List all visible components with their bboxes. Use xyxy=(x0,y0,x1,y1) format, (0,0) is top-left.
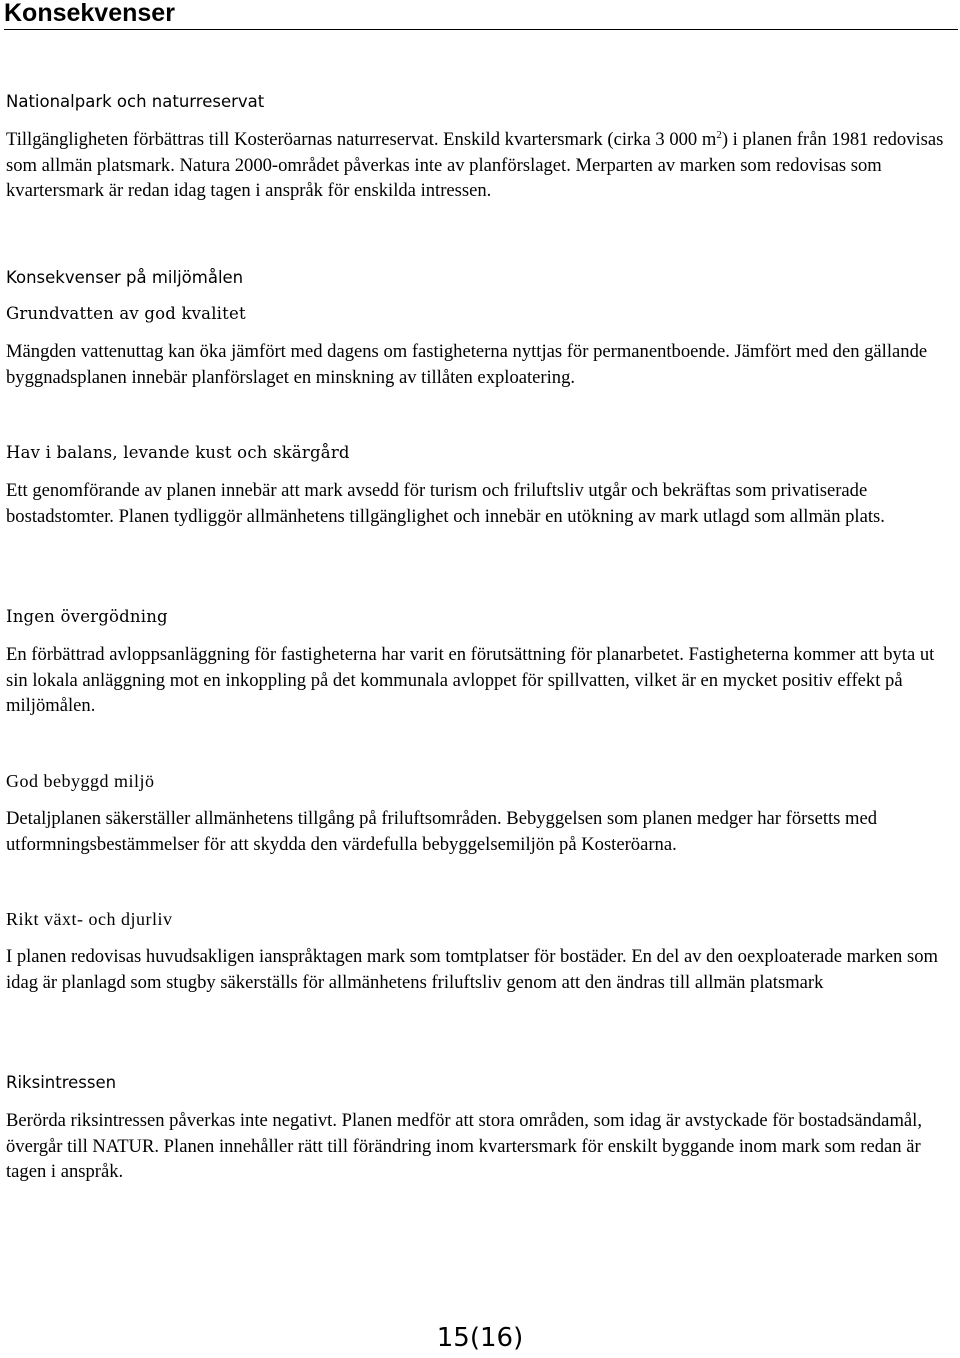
paragraph-rikt-vaxt-djurliv: I planen redovisas huvudsakligen ianspråktagen mark som tomtplatser för bostäder. En del av den oexploaterade marken som idag är planlagd som stugby säkerställs för allmänhetens friluftsliv genom att den ändras till allmän platsmark xyxy=(6,946,938,993)
paragraph-riksintressen: Berörda riksintressen påverkas inte negativt. Planen medför att stora områden, som idag är avstyckade för bostadsändamål, övergår till NATUR. Planen innehåller rätt till förändring inom kvartersmark för enskilt byggande inom mark som redan är tagen i anspråk. xyxy=(6,1110,922,1182)
paragraph-nationalpark-part2: ) i planen från 1981 redovisas som allmän platsmark. Natura 2000-området påverkas inte av planförslaget. Merparten av marken som redovisas som kvartersmark är redan idag tagen i anspråk för enskilda intressen. xyxy=(6,129,944,201)
heading-miljomal: Konsekvenser på miljömålen xyxy=(6,268,244,287)
heading-hav-i-balans: Hav i balans, levande kust och skärgård xyxy=(6,443,350,462)
page-title: Konsekvenser xyxy=(4,0,175,27)
title-divider xyxy=(4,29,958,30)
paragraph-ingen-overgodning: En förbättrad avloppsanläggning för fastigheterna har varit en förutsättning för planarbetet. Fastigheterna kommer att byta ut sin lokala anläggning mot en inkoppling på det kommunala avloppet för spillvatten, vilket är en mycket positiv effekt på miljömålen. xyxy=(6,644,935,716)
paragraph-nationalpark-part1: Tillgängligheten förbättras till Kosteröarnas naturreservat. Enskild kvartersmark (cirka 3 000 m xyxy=(6,129,717,150)
heading-rikt-vaxt-djurliv: Rikt växt- och djurliv xyxy=(6,909,173,929)
heading-grundvatten: Grundvatten av god kvalitet xyxy=(6,304,246,323)
superscript-exponent: 2 xyxy=(716,128,722,141)
paragraph-nationalpark xyxy=(6,127,956,204)
paragraph-god-bebyggd-miljo: Detaljplanen säkerställer allmänhetens tillgång på friluftsområden. Bebyggelsen som planen medger har försetts med utformningsbestämmelser för att skydda den värdefulla bebyggelsemiljön på Kosteröarna. xyxy=(6,808,878,855)
heading-god-bebyggd-miljo: God bebyggd miljö xyxy=(6,771,155,791)
heading-ingen-overgodning: Ingen övergödning xyxy=(6,607,168,626)
paragraph-hav-i-balans: Ett genomförande av planen innebär att mark avsedd för turism och friluftsliv utgår och bekräftas som privatiserade bostadstomter. Planen tydliggör allmänhetens tillgänglighet och innebär en utökning av mark utlagd som allmän plats. xyxy=(6,480,885,527)
heading-riksintressen: Riksintressen xyxy=(6,1073,117,1092)
heading-nationalpark: Nationalpark och naturreservat xyxy=(6,92,265,111)
page-number: 15(16) xyxy=(436,1323,524,1353)
paragraph-grundvatten: Mängden vattenuttag kan öka jämfört med dagens om fastigheterna nyttjas för permanentboende. Jämfört med den gällande byggnadsplanen innebär planförslaget en minskning av tillåten exploatering. xyxy=(6,341,928,388)
